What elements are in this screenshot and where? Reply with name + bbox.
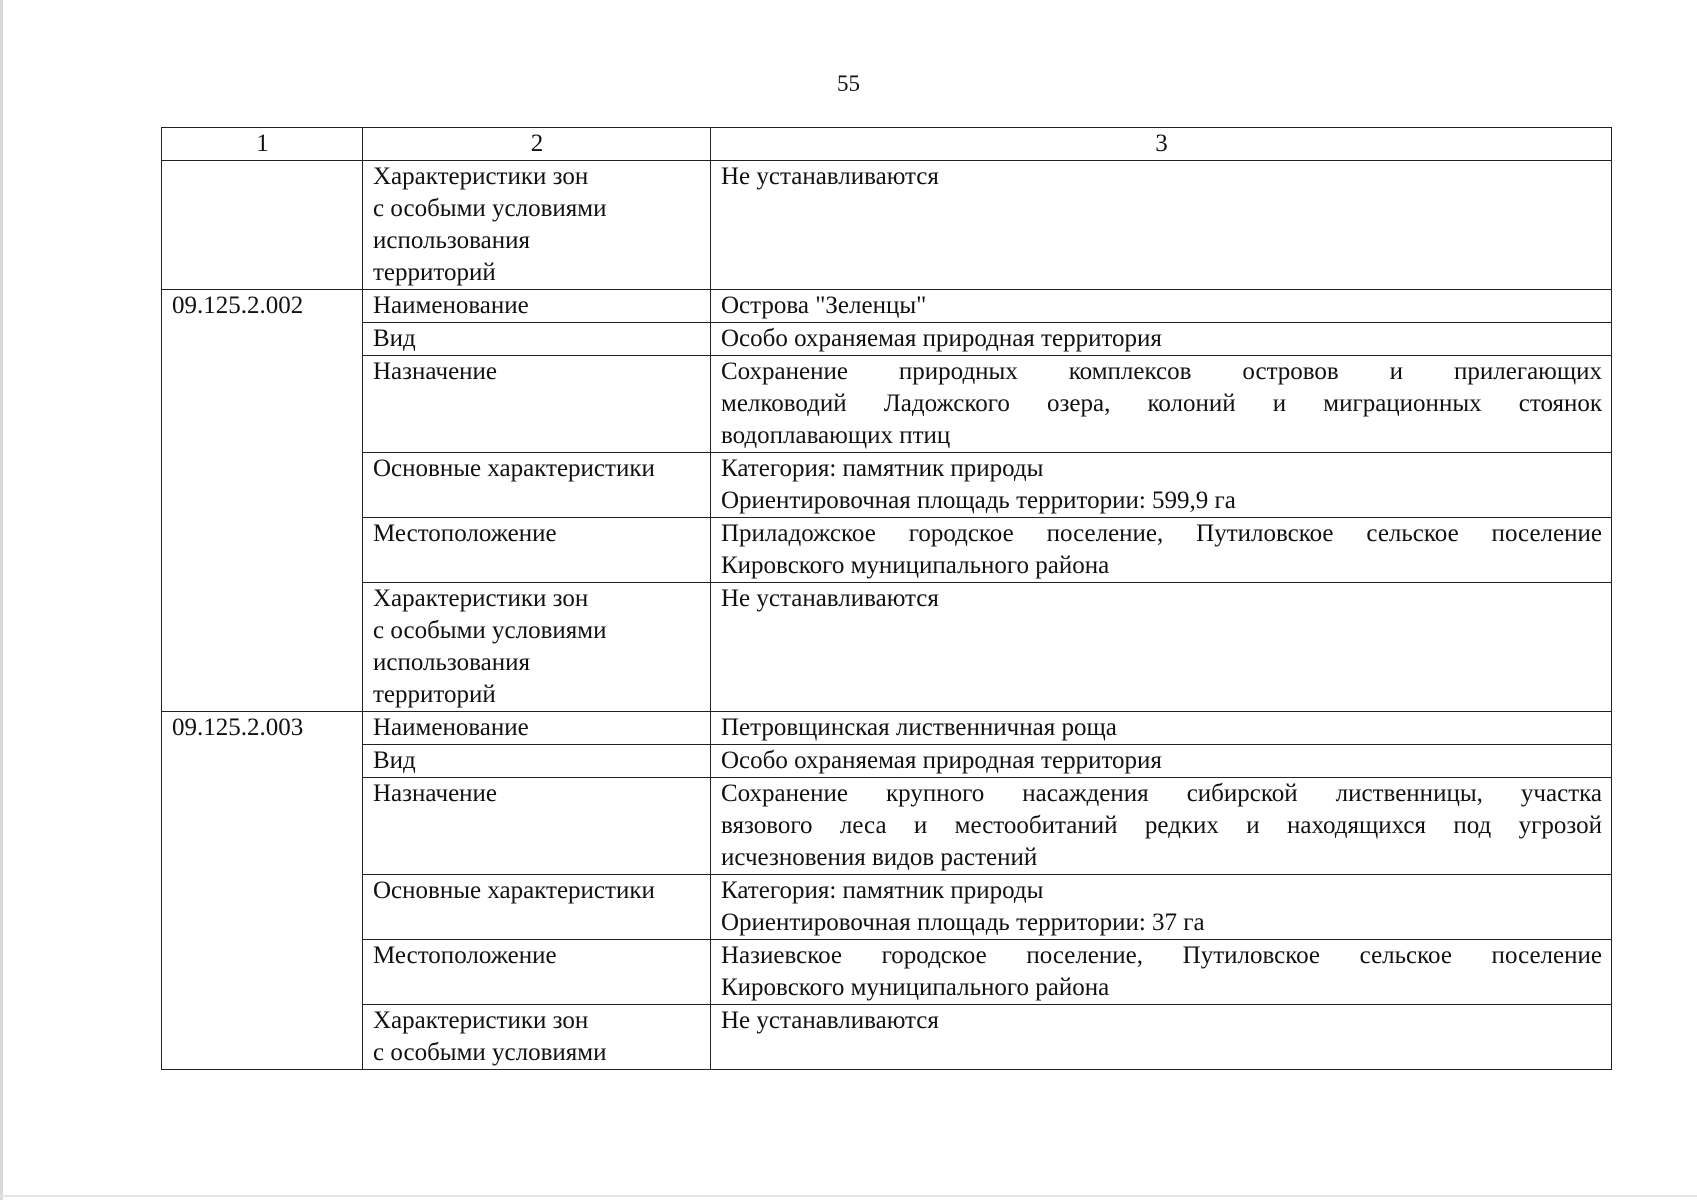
value-line: Особо охраняемая природная территория [721,325,1162,352]
table-row [162,323,1612,356]
value-cell [711,778,1612,875]
value-cell [711,453,1612,518]
table-row [162,778,1612,875]
label-cell [363,453,711,518]
value-line: Не устанавливаются [721,163,939,190]
table-row [162,1005,1612,1070]
label-cell [363,1005,711,1070]
label-line: Вид [373,325,416,352]
value-line: исчезновения видов растений [721,844,1038,871]
value-cell [711,712,1612,745]
label-line: использования [373,649,530,676]
label-cell [363,778,711,875]
value-line: Ориентировочная площадь территории: 599,9 га [721,487,1236,514]
page-number: 55 [837,71,860,96]
value-cell [711,940,1612,1005]
label-line: Наименование [373,714,529,741]
value-line: Петровщинская лиственничная роща [721,714,1117,741]
column-header-3: 3 [711,128,1612,161]
table-header-row [162,128,1612,161]
value-cell [711,161,1612,290]
label-line: Назначение [373,780,498,807]
label-line: Местоположение [373,520,557,547]
value-line: мелководий Ладожского озера, колоний и миграционных стоянок [721,390,1602,417]
label-line: Назначение [373,358,498,385]
value-line: Назиевское городское поселение, Путиловское сельское поселение [721,942,1602,969]
value-line: водоплавающих птиц [721,422,951,449]
table-row [162,518,1612,583]
table-row [162,290,1612,323]
document-table [161,127,1612,1070]
label-cell [363,161,711,290]
value-line: вязового леса и местообитаний редких и находящихся под угрозой [721,812,1602,839]
value-cell [711,745,1612,778]
table-row [162,712,1612,745]
column-header-2: 2 [363,128,711,161]
table-row [162,583,1612,712]
label-cell [363,323,711,356]
label-line: Характеристики зон [373,1007,589,1034]
label-cell [363,712,711,745]
scan-edge-bottom [0,1195,1697,1197]
value-cell [711,1005,1612,1070]
label-line: территорий [373,259,496,286]
label-line: территорий [373,681,496,708]
label-cell [363,518,711,583]
label-cell [363,940,711,1005]
value-line: Приладожское городское поселение, Путиловское сельское поселение [721,520,1602,547]
label-cell [363,583,711,712]
table-row [162,940,1612,1005]
scan-edge-left [0,0,3,1200]
label-line: с особыми условиями [373,617,607,644]
value-line: Особо охраняемая природная территория [721,747,1162,774]
label-line: Вид [373,747,416,774]
table-row [162,453,1612,518]
value-cell [711,290,1612,323]
table-row [162,745,1612,778]
label-line: с особыми условиями [373,195,607,222]
value-cell [711,518,1612,583]
value-line: Категория: памятник природы [721,455,1044,482]
table-row-continuation [162,161,1612,290]
table-row [162,875,1612,940]
value-cell [711,356,1612,453]
value-cell [711,875,1612,940]
label-cell [363,356,711,453]
value-line: Ориентировочная площадь территории: 37 га [721,909,1205,936]
label-line: Характеристики зон [373,163,589,190]
label-line: с особыми условиями [373,1039,607,1066]
label-line: Местоположение [373,942,557,969]
value-line: Категория: памятник природы [721,877,1044,904]
value-line: Кировского муниципального района [721,974,1110,1001]
table-row [162,356,1612,453]
label-cell [363,745,711,778]
column-header-1: 1 [162,128,363,161]
code-cell-empty [162,161,363,290]
object-code-cell: 09.125.2.003 [162,712,363,1070]
object-code-cell: 09.125.2.002 [162,290,363,712]
value-cell [711,323,1612,356]
value-line: Кировского муниципального района [721,552,1110,579]
value-line: Сохранение природных комплексов островов и прилегающих [721,358,1602,385]
label-line: Основные характеристики [373,455,655,482]
value-line: Не устанавливаются [721,585,939,612]
value-line: Сохранение крупного насаждения сибирской лиственницы, участка [721,780,1602,807]
label-cell [363,875,711,940]
value-line: Не устанавливаются [721,1007,939,1034]
label-cell [363,290,711,323]
label-line: использования [373,227,530,254]
label-line: Основные характеристики [373,877,655,904]
value-line: Острова "Зеленцы" [721,292,927,319]
value-cell [711,583,1612,712]
label-line: Наименование [373,292,529,319]
label-line: Характеристики зон [373,585,589,612]
